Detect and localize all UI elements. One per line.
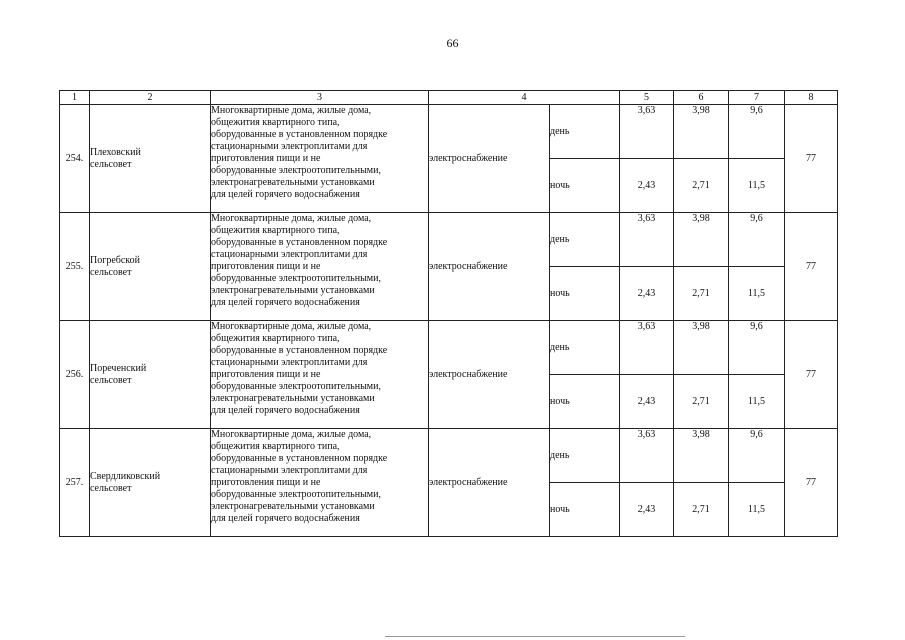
tariff-col7: 11,5 [729,483,785,537]
period-day: день [550,429,620,483]
tariff-col7: 9,6 [729,213,785,267]
settlement-line: Плеховский [90,146,141,158]
tariff-col5: 3,63 [620,213,674,267]
consumer-line: стационарными электроплитами для [211,465,368,476]
tariff-col8: 77 [785,321,838,429]
row-number: 254. [60,105,90,213]
row-number: 257. [60,429,90,537]
consumer-line: оборудованные электроотопительными, [211,489,381,500]
settlement-line: сельсовет [90,374,132,386]
tariff-col5: 2,43 [620,375,674,429]
consumer-category [211,213,429,321]
tariff-col7: 9,6 [729,429,785,483]
settlement-name [90,213,211,321]
tariff-col6: 2,71 [674,159,729,213]
consumer-line: общежития квартирного типа, [211,225,340,236]
consumer-line: оборудованные в установленном порядке [211,237,388,248]
settlement-line: сельсовет [90,482,132,494]
consumer-line: Многоквартирные дома, жилые дома, [211,429,372,440]
consumer-line: Многоквартирные дома, жилые дома, [211,321,372,332]
tariff-col7: 11,5 [729,375,785,429]
settlement-name [90,429,211,537]
consumer-line: электронагревательными установками [211,285,375,296]
service-type: электроснабжение [429,105,550,213]
period-night: ночь [550,375,620,429]
consumer-line: оборудованные в установленном порядке [211,129,388,140]
consumer-line: для целей горячего водоснабжения [211,189,360,200]
tariff-col6: 2,71 [674,483,729,537]
period-day: день [550,213,620,267]
period-day: день [550,321,620,375]
consumer-line: оборудованные электроотопительными, [211,273,381,284]
service-type: электроснабжение [429,429,550,537]
settlement-line: Пореченский [90,362,147,374]
consumer-line: приготовления пищи и не [211,477,321,488]
period-day: день [550,105,620,159]
tariff-col7: 11,5 [729,267,785,321]
consumer-line: общежития квартирного типа, [211,333,340,344]
consumer-category [211,321,429,429]
page-number: 66 [446,36,459,50]
consumer-line: общежития квартирного типа, [211,117,340,128]
row-number: 255. [60,213,90,321]
tariff-col8: 77 [785,429,838,537]
tariff-col6: 3,98 [674,213,729,267]
settlement-name [90,321,211,429]
consumer-line: Многоквартирные дома, жилые дома, [211,213,372,224]
consumer-line: стационарными электроплитами для [211,141,368,152]
consumer-line: оборудованные электроотопительными, [211,165,381,176]
consumer-line: приготовления пищи и не [211,261,321,272]
tariff-col5: 3,63 [620,321,674,375]
tariff-col6: 3,98 [674,429,729,483]
tariff-col6: 3,98 [674,321,729,375]
tariff-col5: 2,43 [620,483,674,537]
table-row [60,321,838,375]
consumer-line: стационарными электроплитами для [211,357,368,368]
table-row [60,105,838,159]
header-cell: 5 [620,91,674,105]
tariff-col7: 9,6 [729,105,785,159]
row-number: 256. [60,321,90,429]
header-cell: 6 [674,91,729,105]
consumer-line: приготовления пищи и не [211,369,321,380]
period-night: ночь [550,159,620,213]
header-row [60,91,838,105]
consumer-line: оборудованные электроотопительными, [211,381,381,392]
period-night: ночь [550,267,620,321]
header-cell: 3 [211,91,429,105]
consumer-line: электронагревательными установками [211,393,375,404]
header-cell: 8 [785,91,838,105]
settlement-line: сельсовет [90,158,132,170]
tariff-col6: 2,71 [674,267,729,321]
tariff-col5: 3,63 [620,429,674,483]
consumer-line: приготовления пищи и не [211,153,321,164]
settlement-name [90,105,211,213]
service-type: электроснабжение [429,213,550,321]
consumer-line: для целей горячего водоснабжения [211,405,360,416]
tariff-col8: 77 [785,213,838,321]
tariff-col5: 2,43 [620,267,674,321]
consumer-line: оборудованные в установленном порядке [211,453,388,464]
consumer-category [211,105,429,213]
consumer-line: оборудованные в установленном порядке [211,345,388,356]
header-cell: 4 [429,91,620,105]
header-cell: 2 [90,91,211,105]
tariff-col8: 77 [785,105,838,213]
consumer-line: для целей горячего водоснабжения [211,297,360,308]
table-row [60,213,838,267]
tariff-table [59,90,838,537]
consumer-line: стационарными электроплитами для [211,249,368,260]
consumer-line: общежития квартирного типа, [211,441,340,452]
period-night: ночь [550,483,620,537]
tariff-col6: 2,71 [674,375,729,429]
scan-artifact [385,636,685,637]
settlement-line: Свердликовский [90,470,161,482]
consumer-line: Многоквартирные дома, жилые дома, [211,105,372,116]
tariff-col6: 3,98 [674,105,729,159]
header-cell: 7 [729,91,785,105]
service-type: электроснабжение [429,321,550,429]
tariff-col7: 9,6 [729,321,785,375]
consumer-line: электронагревательными установками [211,177,375,188]
table-row [60,429,838,483]
consumer-category [211,429,429,537]
tariff-col7: 11,5 [729,159,785,213]
settlement-line: сельсовет [90,266,132,278]
consumer-line: для целей горячего водоснабжения [211,513,360,524]
tariff-col5: 2,43 [620,159,674,213]
header-cell: 1 [60,91,90,105]
tariff-col5: 3,63 [620,105,674,159]
consumer-line: электронагревательными установками [211,501,375,512]
settlement-line: Погребской [90,254,140,266]
